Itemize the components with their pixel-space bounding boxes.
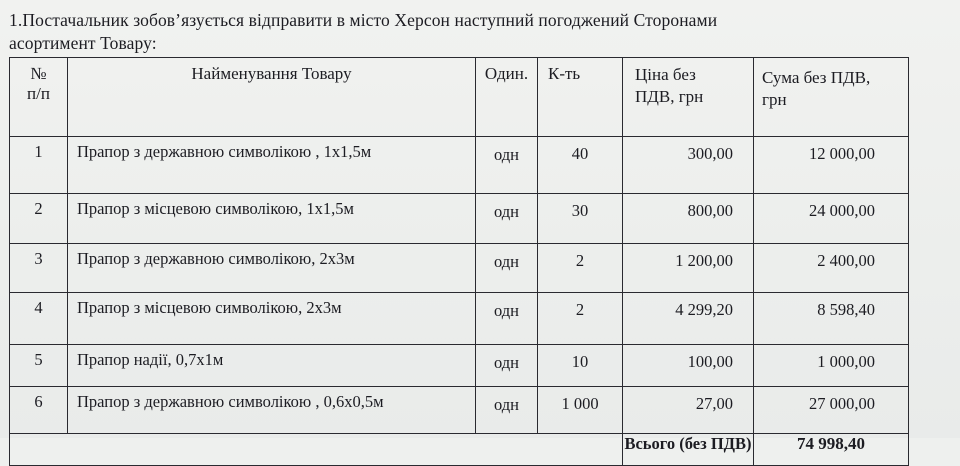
row-price: 300,00: [623, 137, 754, 194]
total-row: [10, 434, 909, 466]
row-unit: одн: [476, 293, 538, 345]
header-price-line-1: Ціна без: [635, 65, 696, 84]
row-qty: 30: [538, 194, 623, 244]
header-num: [10, 58, 68, 137]
row-qty: 10: [538, 345, 623, 387]
row-sum: 8 598,40: [754, 293, 909, 345]
row-num: 1: [10, 137, 68, 194]
table-row: [10, 345, 909, 387]
row-num: 6: [10, 387, 68, 434]
table-footer: [10, 434, 909, 466]
header-price-line-2: ПДВ, грн: [635, 87, 704, 106]
header-num-line-1: №: [30, 64, 47, 83]
row-sum: 27 000,00: [754, 387, 909, 434]
goods-table: [9, 57, 909, 466]
total-value: 74 998,40: [754, 434, 909, 466]
intro-paragraph: [9, 9, 939, 55]
total-row-spacer: [10, 434, 623, 466]
header-row: [10, 58, 909, 137]
table-row: [10, 137, 909, 194]
row-unit: одн: [476, 244, 538, 293]
header-sum-line-2: грн: [762, 90, 787, 109]
intro-line-1: 1.Постачальник зобов’язується відправити в місто Херсон наступний погоджений Сторонами: [9, 10, 718, 30]
row-name: Прапор з державною символікою , 0,6х0,5м: [68, 387, 476, 434]
header-qty: К-ть: [538, 58, 623, 137]
row-qty: 40: [538, 137, 623, 194]
table-row: [10, 293, 909, 345]
row-price: 100,00: [623, 345, 754, 387]
table-row: [10, 387, 909, 434]
row-qty: 2: [538, 293, 623, 345]
header-sum-line-1: Сума без ПДВ,: [762, 68, 871, 87]
header-price: [623, 58, 754, 137]
row-qty: 2: [538, 244, 623, 293]
row-name: Прапор з місцевою символікою, 1х1,5м: [68, 194, 476, 244]
row-sum: 2 400,00: [754, 244, 909, 293]
row-unit: одн: [476, 194, 538, 244]
row-name: Прапор надії, 0,7х1м: [68, 345, 476, 387]
row-price: 4 299,20: [623, 293, 754, 345]
table-body: [10, 137, 909, 434]
total-label: Всього (без ПДВ): [623, 434, 754, 466]
row-name: Прапор з місцевою символікою, 2х3м: [68, 293, 476, 345]
row-price: 27,00: [623, 387, 754, 434]
table-row: [10, 244, 909, 293]
table-row: [10, 194, 909, 244]
row-name: Прапор з державною символікою , 1х1,5м: [68, 137, 476, 194]
row-sum: 12 000,00: [754, 137, 909, 194]
header-name: Найменування Товару: [68, 58, 476, 137]
row-price: 1 200,00: [623, 244, 754, 293]
row-num: 3: [10, 244, 68, 293]
row-unit: одн: [476, 345, 538, 387]
table-header: [10, 58, 909, 137]
intro-line-2: асортимент Товару:: [9, 33, 157, 53]
header-sum: [754, 58, 909, 137]
header-num-line-2: п/п: [27, 84, 50, 103]
row-num: 4: [10, 293, 68, 345]
row-qty: 1 000: [538, 387, 623, 434]
row-num: 5: [10, 345, 68, 387]
row-price: 800,00: [623, 194, 754, 244]
row-num: 2: [10, 194, 68, 244]
row-name: Прапор з державною символікою, 2х3м: [68, 244, 476, 293]
row-sum: 1 000,00: [754, 345, 909, 387]
header-unit: Один.: [476, 58, 538, 137]
row-unit: одн: [476, 387, 538, 434]
row-unit: одн: [476, 137, 538, 194]
row-sum: 24 000,00: [754, 194, 909, 244]
